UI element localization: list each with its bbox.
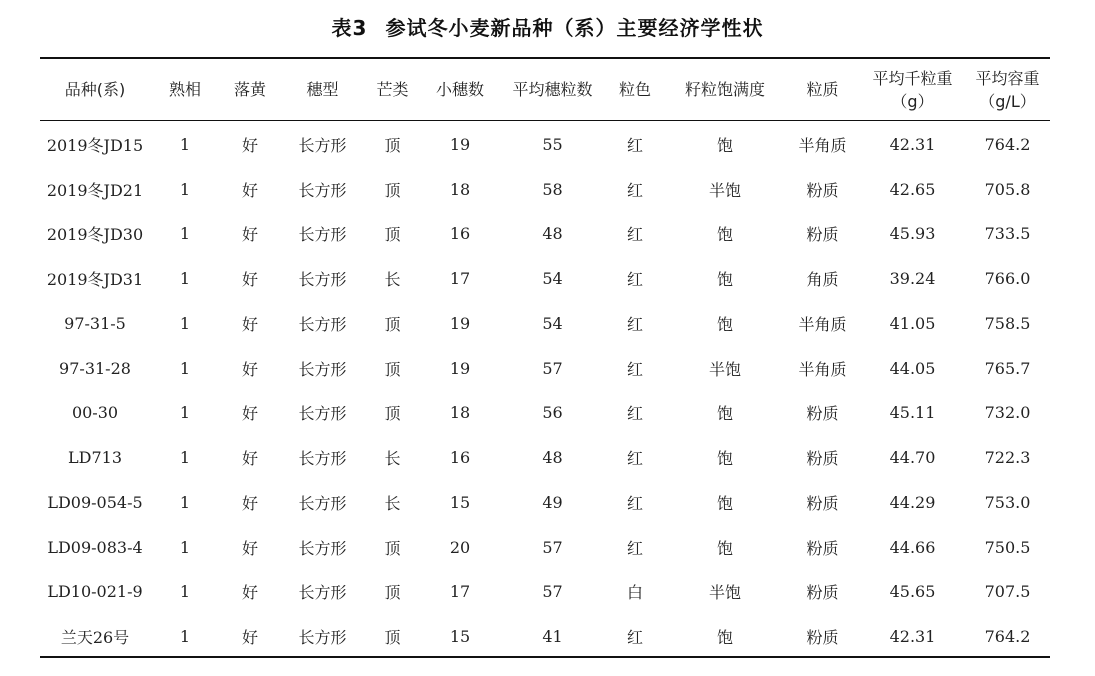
table-cell: 764.2	[984, 134, 1031, 154]
table-cell: 56	[542, 403, 563, 423]
table-cell: 39.24	[889, 269, 936, 289]
table-cell: 54	[542, 269, 563, 289]
table-cell: 17	[449, 582, 471, 602]
table-cell: 20	[449, 537, 471, 557]
table-cell: 半角质	[798, 135, 847, 155]
table-cell: 红	[626, 493, 643, 513]
column-header-text: （g）	[891, 91, 934, 111]
table-cell: 粉质	[806, 628, 839, 648]
table-row	[40, 480, 1050, 525]
table-cell: 长方形	[298, 314, 347, 334]
table-cell: 粉质	[806, 404, 839, 424]
table-cell: 58	[542, 179, 563, 199]
table-cell: 753.0	[984, 492, 1031, 512]
table-cell: 57	[542, 358, 563, 378]
table-cell: 19	[449, 358, 471, 378]
table-cell: 长	[384, 493, 401, 513]
table-cell: 长	[384, 449, 401, 469]
table-cell: 饱	[716, 314, 733, 334]
table-cell: 42.65	[889, 179, 936, 199]
table-cell: 顶	[384, 135, 401, 155]
table-cell: 1	[179, 582, 191, 602]
table-cell: 饱	[716, 404, 733, 424]
column-header-text: （g/L）	[979, 91, 1036, 111]
table-cell: 顶	[384, 583, 401, 603]
table-cell: 红	[626, 628, 643, 648]
table-cell: 45.93	[889, 224, 936, 244]
table-cell: 44.29	[889, 492, 936, 512]
table-cell: 1	[179, 403, 191, 423]
table-cell: 好	[241, 225, 258, 245]
table-number: 表3	[331, 16, 368, 40]
table-cell: 57	[542, 537, 563, 557]
table-cell: 饱	[716, 270, 733, 290]
table-row	[40, 167, 1050, 212]
table-cell: 97-31-5	[64, 313, 126, 333]
table-cell: 好	[241, 628, 258, 648]
table-cell: 好	[241, 270, 258, 290]
table-cell: 57	[542, 582, 563, 602]
table-cell: 00-30	[71, 403, 119, 423]
table-cell: 44.70	[889, 448, 936, 468]
table-cell: 2019冬JD21	[46, 180, 144, 200]
table-cell: 48	[542, 448, 563, 468]
table-cell: 1	[179, 492, 191, 512]
table-cell: LD10-021-9	[47, 582, 143, 602]
table-cell: 粉质	[806, 538, 839, 558]
column-header	[280, 59, 365, 120]
table-cell: 好	[241, 314, 258, 334]
table-cell: 48	[542, 224, 563, 244]
table-cell: 45.65	[889, 582, 936, 602]
table-row	[40, 570, 1050, 615]
table-cell: 半饱	[708, 180, 741, 200]
table-cell: 16	[449, 448, 471, 468]
table-cell: 44.66	[889, 537, 936, 557]
table-cell: 766.0	[984, 269, 1031, 289]
table-row	[40, 614, 1050, 659]
table-cell: 饱	[716, 135, 733, 155]
table-cell: 红	[626, 270, 643, 290]
table-cell: 15	[449, 492, 471, 512]
table-cell: 顶	[384, 404, 401, 424]
table-cell: 饱	[716, 493, 733, 513]
table-body	[40, 120, 1050, 659]
table-cell: 16	[449, 224, 471, 244]
table-cell: 红	[626, 180, 643, 200]
table-cell: 好	[241, 135, 258, 155]
table-cell: 好	[241, 449, 258, 469]
table-cell: 顶	[384, 314, 401, 334]
column-header	[40, 59, 150, 120]
table-cell: 红	[626, 359, 643, 379]
table-cell: 1	[179, 134, 191, 154]
table-cell: 顶	[384, 225, 401, 245]
table-cell: LD713	[68, 448, 122, 468]
table-cell: 18	[449, 403, 471, 423]
column-header-text: 熟相	[168, 80, 201, 99]
table-cell: 长	[384, 270, 401, 290]
table-cell: 1	[179, 313, 191, 333]
column-header-text: 穗型	[306, 80, 339, 99]
table-cell: LD09-054-5	[47, 492, 143, 512]
table-cell: 饱	[716, 628, 733, 648]
table-cell: 705.8	[984, 179, 1031, 199]
table-row	[40, 435, 1050, 480]
column-header	[605, 59, 665, 120]
column-header-text: 品种(系)	[64, 80, 126, 99]
table-cell: 2019冬JD30	[46, 225, 144, 245]
table-cell: 17	[449, 269, 471, 289]
table-cell: 41	[542, 627, 563, 647]
table-cell: 707.5	[984, 582, 1031, 602]
table-cell: 1	[179, 627, 191, 647]
table-cell: 758.5	[984, 313, 1031, 333]
table-row	[40, 346, 1050, 391]
table-cell: 红	[626, 449, 643, 469]
table-cell: 1	[179, 224, 191, 244]
column-header	[860, 59, 965, 120]
table-cell: 45.11	[889, 403, 936, 423]
table-cell: 765.7	[984, 358, 1031, 378]
table-caption	[0, 12, 1095, 41]
table-cell: LD09-083-4	[47, 537, 143, 557]
table-cell: 粉质	[806, 449, 839, 469]
table-cell: 白	[626, 583, 643, 603]
table-footnote-cut	[230, 668, 650, 676]
table-cell: 好	[241, 493, 258, 513]
table-cell: 好	[241, 359, 258, 379]
table-row	[40, 391, 1050, 436]
table-cell: 19	[449, 313, 471, 333]
table-cell: 粉质	[806, 493, 839, 513]
table-cell: 54	[542, 313, 563, 333]
column-header-text: 平均千粒重	[872, 68, 953, 88]
table-cell: 饱	[716, 538, 733, 558]
table-cell: 41.05	[889, 313, 936, 333]
table-cell: 长方形	[298, 449, 347, 469]
column-header	[500, 59, 605, 120]
table-cell: 733.5	[984, 224, 1031, 244]
table-cell: 750.5	[984, 537, 1031, 557]
table-cell: 19	[449, 134, 471, 154]
table-row	[40, 212, 1050, 257]
table-cell: 长方形	[298, 225, 347, 245]
table-cell: 饱	[716, 449, 733, 469]
table-cell: 长方形	[298, 628, 347, 648]
table-cell: 15	[449, 627, 471, 647]
table-cell: 红	[626, 225, 643, 245]
table-cell: 角质	[806, 270, 839, 290]
table-row	[40, 301, 1050, 346]
table-cell: 18	[449, 179, 471, 199]
table-title: 参试冬小麦新品种（系）主要经济学性状	[385, 16, 764, 40]
table-cell: 55	[542, 134, 563, 154]
column-header-text: 粒色	[618, 80, 651, 99]
table-cell: 好	[241, 180, 258, 200]
table-cell: 兰天26号	[60, 628, 130, 648]
table-row	[40, 120, 1050, 167]
table-cell: 红	[626, 314, 643, 334]
table-cell: 2019冬JD31	[46, 270, 144, 290]
table-cell: 半角质	[798, 314, 847, 334]
traits-table	[40, 59, 1050, 659]
table-cell: 粉质	[806, 583, 839, 603]
table-cell: 722.3	[984, 448, 1031, 468]
column-header	[420, 59, 500, 120]
column-header-text: 籽粒饱满度	[684, 80, 765, 99]
column-header	[785, 59, 860, 120]
table-cell: 好	[241, 538, 258, 558]
table-cell: 长方形	[298, 135, 347, 155]
table-cell: 半饱	[708, 583, 741, 603]
column-header	[965, 59, 1050, 120]
column-header-text: 平均容重	[975, 68, 1040, 88]
table-cell: 好	[241, 404, 258, 424]
table-cell: 1	[179, 358, 191, 378]
column-header	[365, 59, 420, 120]
table-cell: 红	[626, 135, 643, 155]
table-cell: 顶	[384, 180, 401, 200]
table-cell: 半饱	[708, 359, 741, 379]
column-header-text: 小穗数	[435, 80, 484, 99]
table-cell: 好	[241, 583, 258, 603]
table-cell: 42.31	[889, 627, 936, 647]
table-cell: 粉质	[806, 180, 839, 200]
table-cell: 1	[179, 448, 191, 468]
table-cell: 饱	[716, 225, 733, 245]
table-cell: 长方形	[298, 583, 347, 603]
table-cell: 49	[542, 492, 563, 512]
table-cell: 长方形	[298, 404, 347, 424]
table-cell: 粉质	[806, 225, 839, 245]
table-cell: 764.2	[984, 627, 1031, 647]
table-cell: 长方形	[298, 180, 347, 200]
column-header-text: 平均穗粒数	[512, 80, 593, 99]
table-cell: 长方形	[298, 270, 347, 290]
column-header-text: 粒质	[806, 80, 839, 99]
table-cell: 顶	[384, 628, 401, 648]
table-row	[40, 525, 1050, 570]
table-cell: 红	[626, 404, 643, 424]
table-cell: 长方形	[298, 538, 347, 558]
table-cell: 顶	[384, 359, 401, 379]
table-cell: 长方形	[298, 359, 347, 379]
column-header	[220, 59, 280, 120]
table-cell: 732.0	[984, 403, 1031, 423]
table-cell: 半角质	[798, 359, 847, 379]
table-cell: 1	[179, 537, 191, 557]
table-cell: 2019冬JD15	[46, 135, 144, 155]
table-cell: 1	[179, 269, 191, 289]
table-cell: 顶	[384, 538, 401, 558]
column-header	[665, 59, 785, 120]
column-header-text: 落黄	[233, 80, 266, 99]
table-cell: 红	[626, 538, 643, 558]
table-cell: 1	[179, 179, 191, 199]
column-header-text: 芒类	[376, 80, 409, 99]
table-cell: 97-31-28	[59, 358, 131, 378]
table-row	[40, 256, 1050, 301]
table-cell: 长方形	[298, 493, 347, 513]
column-header	[150, 59, 220, 120]
table-cell: 44.05	[889, 358, 936, 378]
table-header-row	[40, 59, 1050, 120]
table-cell: 42.31	[889, 134, 936, 154]
